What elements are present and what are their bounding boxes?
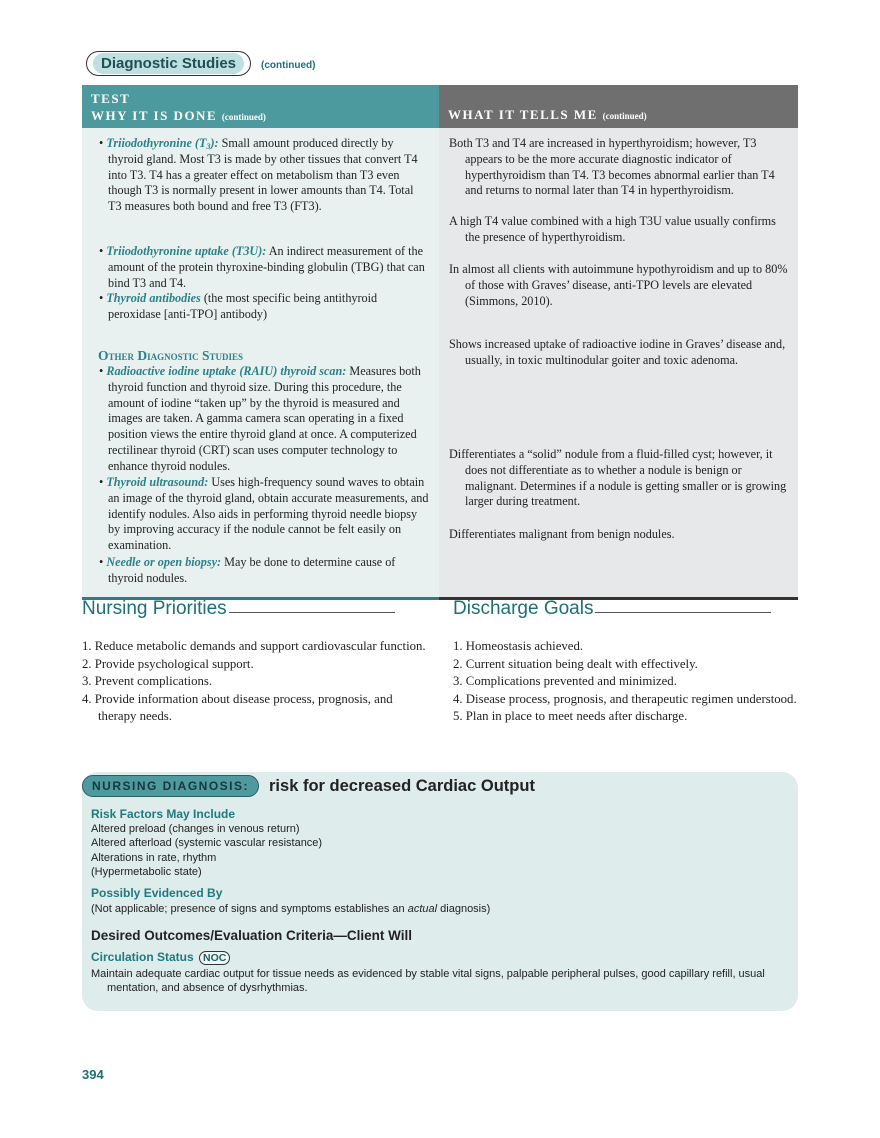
column-test	[82, 128, 439, 600]
table-header	[82, 85, 798, 128]
header-what-text: WHAT IT TELLS ME	[448, 107, 598, 122]
nursing-diagnosis-label: NURSING DIAGNOSIS:	[82, 775, 259, 797]
antibodies-result: In almost all clients with autoimmune hypothyroidism and up to 80% of those with Graves’ disease, anti-TPO levels are elevated (Simmons, 2010).	[449, 262, 788, 308]
ultrasound-result: Differentiates a “solid” nodule from a fluid-filled cyst; however, it does not differentiate as to whether a nodule is benign or malignant. Determines if a nodule is getting smaller or is growing larger during treatment.	[449, 447, 787, 509]
t3u-text: An indirect measurement of the amount of the protein thyroxine-binding globulin (TBG) that can bind T3 and T4.	[108, 244, 425, 290]
desired-outcomes-heading: Desired Outcomes/Evaluation Criteria—Client Will	[91, 928, 412, 943]
column-what	[439, 128, 798, 600]
t3-entry: • Triiodothyronine $(T_3)$: Small amount produced directly by thyroid gland. Most T3 is made by other tissues that convert T4 into T3. T4 has a greater effect on metabolism than T3 even though T3 is normally present in lower amounts than T4. Total T3 measures both bound and free T3 (FT3).	[99, 136, 418, 214]
t3-title-text: Triiodothyronine (T	[106, 136, 207, 150]
discharge-goals-heading	[453, 598, 771, 620]
evidence-post: diagnosis)	[437, 903, 491, 915]
t3-title-end: ):	[210, 136, 219, 150]
row-t3-left	[98, 136, 429, 244]
header-why-continued: (continued)	[221, 112, 266, 122]
section-title: Diagnostic Studies	[93, 53, 244, 74]
row-t3-right	[449, 136, 788, 214]
nursing-diagnosis-box	[82, 772, 798, 1011]
list-item: 3. Prevent complications.	[82, 674, 213, 688]
risk-factor-item: Altered afterload (systemic vascular resistance)	[91, 837, 323, 850]
row-raiu-right	[449, 337, 788, 447]
row-antibodies-right	[449, 262, 788, 337]
biopsy-entry: • Needle or open biopsy: May be done to determine cause of thyroid nodules.	[99, 555, 396, 585]
discharge-goals-list	[453, 638, 799, 726]
nursing-priorities-heading	[82, 598, 395, 620]
biopsy-title: Needle or open biopsy:	[106, 555, 222, 569]
biopsy-result: Differentiates malignant from benign nodules.	[449, 527, 675, 541]
t3u-entry: • Triiodothyronine uptake (T3U): An indirect measurement of the amount of the protein thyroxine-binding globulin (TBG) that can bind T3 and T4.	[99, 244, 425, 290]
list-item: 2. Provide psychological support.	[82, 656, 254, 671]
risk-factor-item: Alterations in rate, rhythm	[91, 851, 217, 864]
ultrasound-entry: • Thyroid ultrasound: Uses high-frequency sound waves to obtain an image of the thyroid gland, obtain accurate measurements, and identify nodules. Also aids in performing thyroid needle biopsy by improving accuracy if the nodule cannot be felt easily on examination.	[99, 475, 429, 553]
list-item: 4. Provide information about disease process, prognosis, and therapy needs.	[82, 691, 393, 723]
list-item: 1. Homeostasis achieved.	[453, 639, 584, 653]
t3-title	[106, 136, 218, 150]
row-t3u-left	[98, 244, 429, 291]
header-what-continued: (continued)	[602, 111, 647, 121]
section-header	[86, 51, 315, 76]
antibodies-entry: • Thyroid antibodies (the most specific being antithyroid peroxidase [anti-TPO] antibody)	[99, 291, 378, 321]
antibodies-title: Thyroid antibodies	[106, 291, 201, 305]
list-item: 4. Disease process, prognosis, and therapeutic regimen understood.	[453, 691, 797, 706]
circulation-status-text: Maintain adequate cardiac output for tissue needs as evidenced by stable vital signs, palpable peripheral pulses, good capillary refill, usual mentation, and absence of dysrhythmias.	[91, 968, 765, 995]
page-number: 394	[82, 1067, 104, 1082]
divider-rule	[595, 612, 771, 613]
risk-factor-item: Altered preload (changes in venous return)	[91, 823, 300, 835]
ultrasound-text: Uses high-frequency sound waves to obtain an image of the thyroid gland, obtain accurate measurements, and identify nodules. Also aids in performing thyroid needle biopsy by improving accuracy if the nodule cannot be felt easily on examination.	[108, 475, 429, 553]
header-what	[439, 85, 798, 128]
table-body	[82, 128, 798, 600]
t3-title-sub: 3	[206, 142, 211, 151]
raiu-entry: • Radioactive iodine uptake (RAIU) thyroid scan: Measures both thyroid function and thyroid size. During this procedure, the amount of iodine “taken up” by the thyroid is measured and images are taken. A gamma camera scan operating in a fixed position views the entire thyroid gland at once. A computerized rectilinear thyroid (CRT) scan uses computer technology to enhance thyroid nodules.	[99, 364, 421, 473]
row-ultrasound-right	[449, 447, 788, 527]
diagnostic-studies-table	[82, 85, 798, 600]
list-item: 2. Current situation being dealt with effectively.	[453, 656, 698, 671]
evidenced-by-text	[91, 902, 490, 916]
discharge-goals-title: Discharge Goals	[453, 598, 594, 619]
raiu-text: Measures both thyroid function and thyroid size. During this procedure, the amount of iodine “taken up” by the thyroid is measured and images are taken. A gamma camera scan operating in a fixed position views the entire thyroid gland at once. A computerized rectilinear thyroid (CRT) scan uses computer technology to enhance thyroid nodules.	[108, 364, 421, 473]
nursing-priorities-list	[82, 638, 428, 726]
t3-result: Both T3 and T4 are increased in hyperthyroidism; however, T3 appears to be the more accurate diagnostic indicator of hyperthyroidism than T4. T3 becomes abnormal earlier than T4 and returns to normal later than T4 in hyperthyroidism.	[449, 136, 775, 198]
list-item: 5. Plan in place to meet needs after discharge.	[453, 709, 688, 723]
row-antibodies-left	[98, 291, 429, 348]
evidence-emphasis: actual	[407, 903, 438, 915]
list-item: 3. Complications prevented and minimized.	[453, 674, 677, 688]
ultrasound-title: Thyroid ultrasound:	[106, 475, 209, 489]
risk-factors-heading: Risk Factors May Include	[91, 807, 236, 821]
t3u-result: A high T4 value combined with a high T3U value usually confirms the presence of hyperthyroidism.	[449, 214, 776, 244]
biopsy-text: May be done to determine cause of thyroid nodules.	[108, 555, 396, 585]
header-test	[82, 85, 439, 128]
raiu-result: Shows increased uptake of radioactive iodine in Graves’ disease and, usually, in toxic multinodular goiter and toxic adenoma.	[449, 337, 786, 367]
row-biopsy-right	[449, 527, 788, 543]
evidence-pre: (Not applicable; presence of signs and symptoms establishes an	[91, 903, 408, 915]
antibodies-text: (the most specific being antithyroid peroxidase [anti-TPO] antibody)	[108, 291, 378, 321]
continued-label: (continued)	[261, 60, 316, 71]
nursing-diagnosis-header	[82, 775, 535, 797]
list-item: 1. Reduce metabolic demands and support cardiovascular function.	[82, 639, 426, 653]
circulation-status-heading	[91, 950, 230, 965]
row-biopsy-left	[98, 555, 429, 587]
row-t3u-right	[449, 214, 788, 262]
row-raiu-left	[98, 364, 429, 475]
evidenced-by-heading: Possibly Evidenced By	[91, 886, 223, 900]
nursing-diagnosis-title: risk for decreased Cardiac Output	[269, 776, 535, 795]
header-why-text: WHY IT IS DONE	[91, 108, 218, 123]
circulation-status-label: Circulation Status	[91, 950, 194, 964]
nursing-priorities-title: Nursing Priorities	[82, 598, 227, 619]
raiu-title: Radioactive iodine uptake (RAIU) thyroid scan:	[106, 364, 347, 378]
t3-text: Small amount produced directly by thyroid gland. Most T3 is made by other tissues that convert T4 into T3. T4 has a greater effect on metabolism than T3 even though T3 is normally present in lower amounts than T4. Total T3 measures both bound and free T3 (FT3).	[108, 136, 418, 214]
row-ultrasound-left	[98, 475, 429, 555]
t3u-title: Triiodothyronine uptake (T3U):	[106, 244, 267, 258]
noc-badge: NOC	[199, 951, 230, 965]
divider-rule	[229, 612, 395, 613]
section-title-pill	[86, 51, 251, 76]
header-why-label	[91, 107, 439, 126]
risk-factor-item: (Hypermetabolic state)	[91, 865, 202, 878]
other-studies-heading: Other Diagnostic Studies	[98, 348, 244, 363]
header-test-label: TEST	[91, 91, 131, 106]
risk-factors-list	[91, 822, 322, 879]
